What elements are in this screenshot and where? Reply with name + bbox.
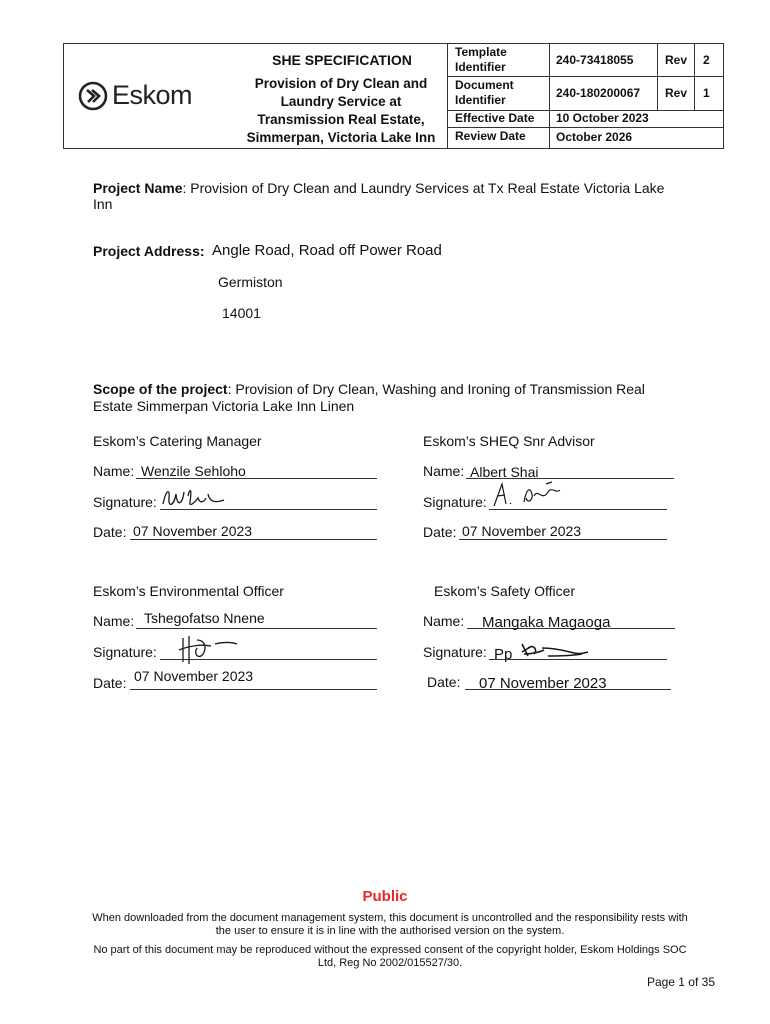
project-address-line1: Angle Road, Road off Power Road xyxy=(212,242,442,259)
document-header-table xyxy=(63,43,724,149)
environmental-date-value: 07 November 2023 xyxy=(134,668,254,684)
catering-name-label: Name: xyxy=(93,463,135,479)
sheq-date-label: Date: xyxy=(423,524,457,540)
safety-date-value: 07 November 2023 xyxy=(479,675,607,692)
safety-signature xyxy=(518,640,593,662)
safety-officer-role: Eskom’s Safety Officer xyxy=(434,583,576,599)
spec-title: SHE SPECIFICATION xyxy=(272,52,412,68)
spec-subtitle: Provision of Dry Clean and Laundry Service at Transmission Real Estate, Simmerpan, Victoria Lake Inn xyxy=(246,76,436,145)
eskom-logo-text: Eskom xyxy=(112,80,193,110)
eskom-logo xyxy=(78,80,192,111)
document-identifier-value: 240-180200067 xyxy=(556,86,641,100)
sheq-signature-label: Signature: xyxy=(423,494,487,510)
project-address-label: Project Address: xyxy=(93,243,205,259)
template-identifier-value: 240-73418055 xyxy=(556,53,634,67)
template-rev-value: 2 xyxy=(703,53,710,67)
environmental-signature xyxy=(175,632,245,668)
catering-signature xyxy=(160,484,230,512)
review-date-value: October 2026 xyxy=(556,130,633,144)
sheq-name-value: Albert Shai xyxy=(470,464,539,480)
eskom-logo-icon xyxy=(78,81,108,111)
effective-date-value: 10 October 2023 xyxy=(556,111,649,125)
catering-date-label: Date: xyxy=(93,524,127,540)
safety-signature-prefix: Pp xyxy=(494,646,513,663)
project-scope-continued: Estate Simmerpan Victoria Lake Inn Linen xyxy=(93,398,355,414)
document-rev-value: 1 xyxy=(703,86,710,100)
effective-date-label: Effective Date xyxy=(455,111,535,125)
uncontrolled-notice: When downloaded from the document management system, this document is uncontrolled and the responsibility rests with the user to ensure it is in line with the authorised version on the system. xyxy=(92,912,688,937)
project-scope-label: Scope of the project xyxy=(93,381,228,397)
project-scope-value: : Provision of Dry Clean, Washing and Ironing of Transmission Real xyxy=(227,381,645,397)
document-rev-label: Rev xyxy=(665,86,688,100)
safety-date-label: Date: xyxy=(427,674,461,690)
project-address-line3: 14001 xyxy=(222,305,261,321)
page-number: Page 1 of 35 xyxy=(646,975,715,989)
project-name xyxy=(93,180,664,197)
project-scope xyxy=(93,381,645,398)
sheq-advisor-role: Eskom’s SHEQ Snr Advisor xyxy=(423,433,595,449)
environmental-name-label: Name: xyxy=(93,613,135,629)
catering-manager-role: Eskom’s Catering Manager xyxy=(93,433,262,449)
project-name-continued: Inn xyxy=(93,196,113,212)
copyright-notice: No part of this document may be reproduced without the expressed consent of the copyright holder, Eskom Holdings SOC Ltd, Reg No 2002/015527/30. xyxy=(93,944,687,969)
catering-name-value: Wenzile Sehloho xyxy=(141,463,246,479)
catering-signature-label: Signature: xyxy=(93,494,157,510)
environmental-name-value: Tshegofatso Nnene xyxy=(144,610,265,626)
template-rev-label: Rev xyxy=(665,53,688,67)
classification-label: Public xyxy=(362,888,408,905)
template-identifier-label: Template Identifier xyxy=(455,45,507,74)
sheq-date-value: 07 November 2023 xyxy=(462,523,582,539)
project-address-line2: Germiston xyxy=(218,274,283,290)
project-name-label: Project Name xyxy=(93,180,183,196)
environmental-date-label: Date: xyxy=(93,675,127,691)
environmental-signature-label: Signature: xyxy=(93,644,157,660)
safety-name-value: Mangaka Magaoga xyxy=(482,614,611,631)
safety-signature-label: Signature: xyxy=(423,644,487,660)
catering-date-value: 07 November 2023 xyxy=(133,523,253,539)
environmental-officer-role: Eskom’s Environmental Officer xyxy=(93,583,284,599)
document-identifier-label: Document Identifier xyxy=(455,78,514,107)
review-date-label: Review Date xyxy=(455,129,526,143)
project-name-value: : Provision of Dry Clean and Laundry Services at Tx Real Estate Victoria Lake xyxy=(182,180,665,196)
sheq-signature xyxy=(490,480,570,510)
sheq-name-label: Name: xyxy=(423,463,465,479)
safety-name-label: Name: xyxy=(423,613,465,629)
